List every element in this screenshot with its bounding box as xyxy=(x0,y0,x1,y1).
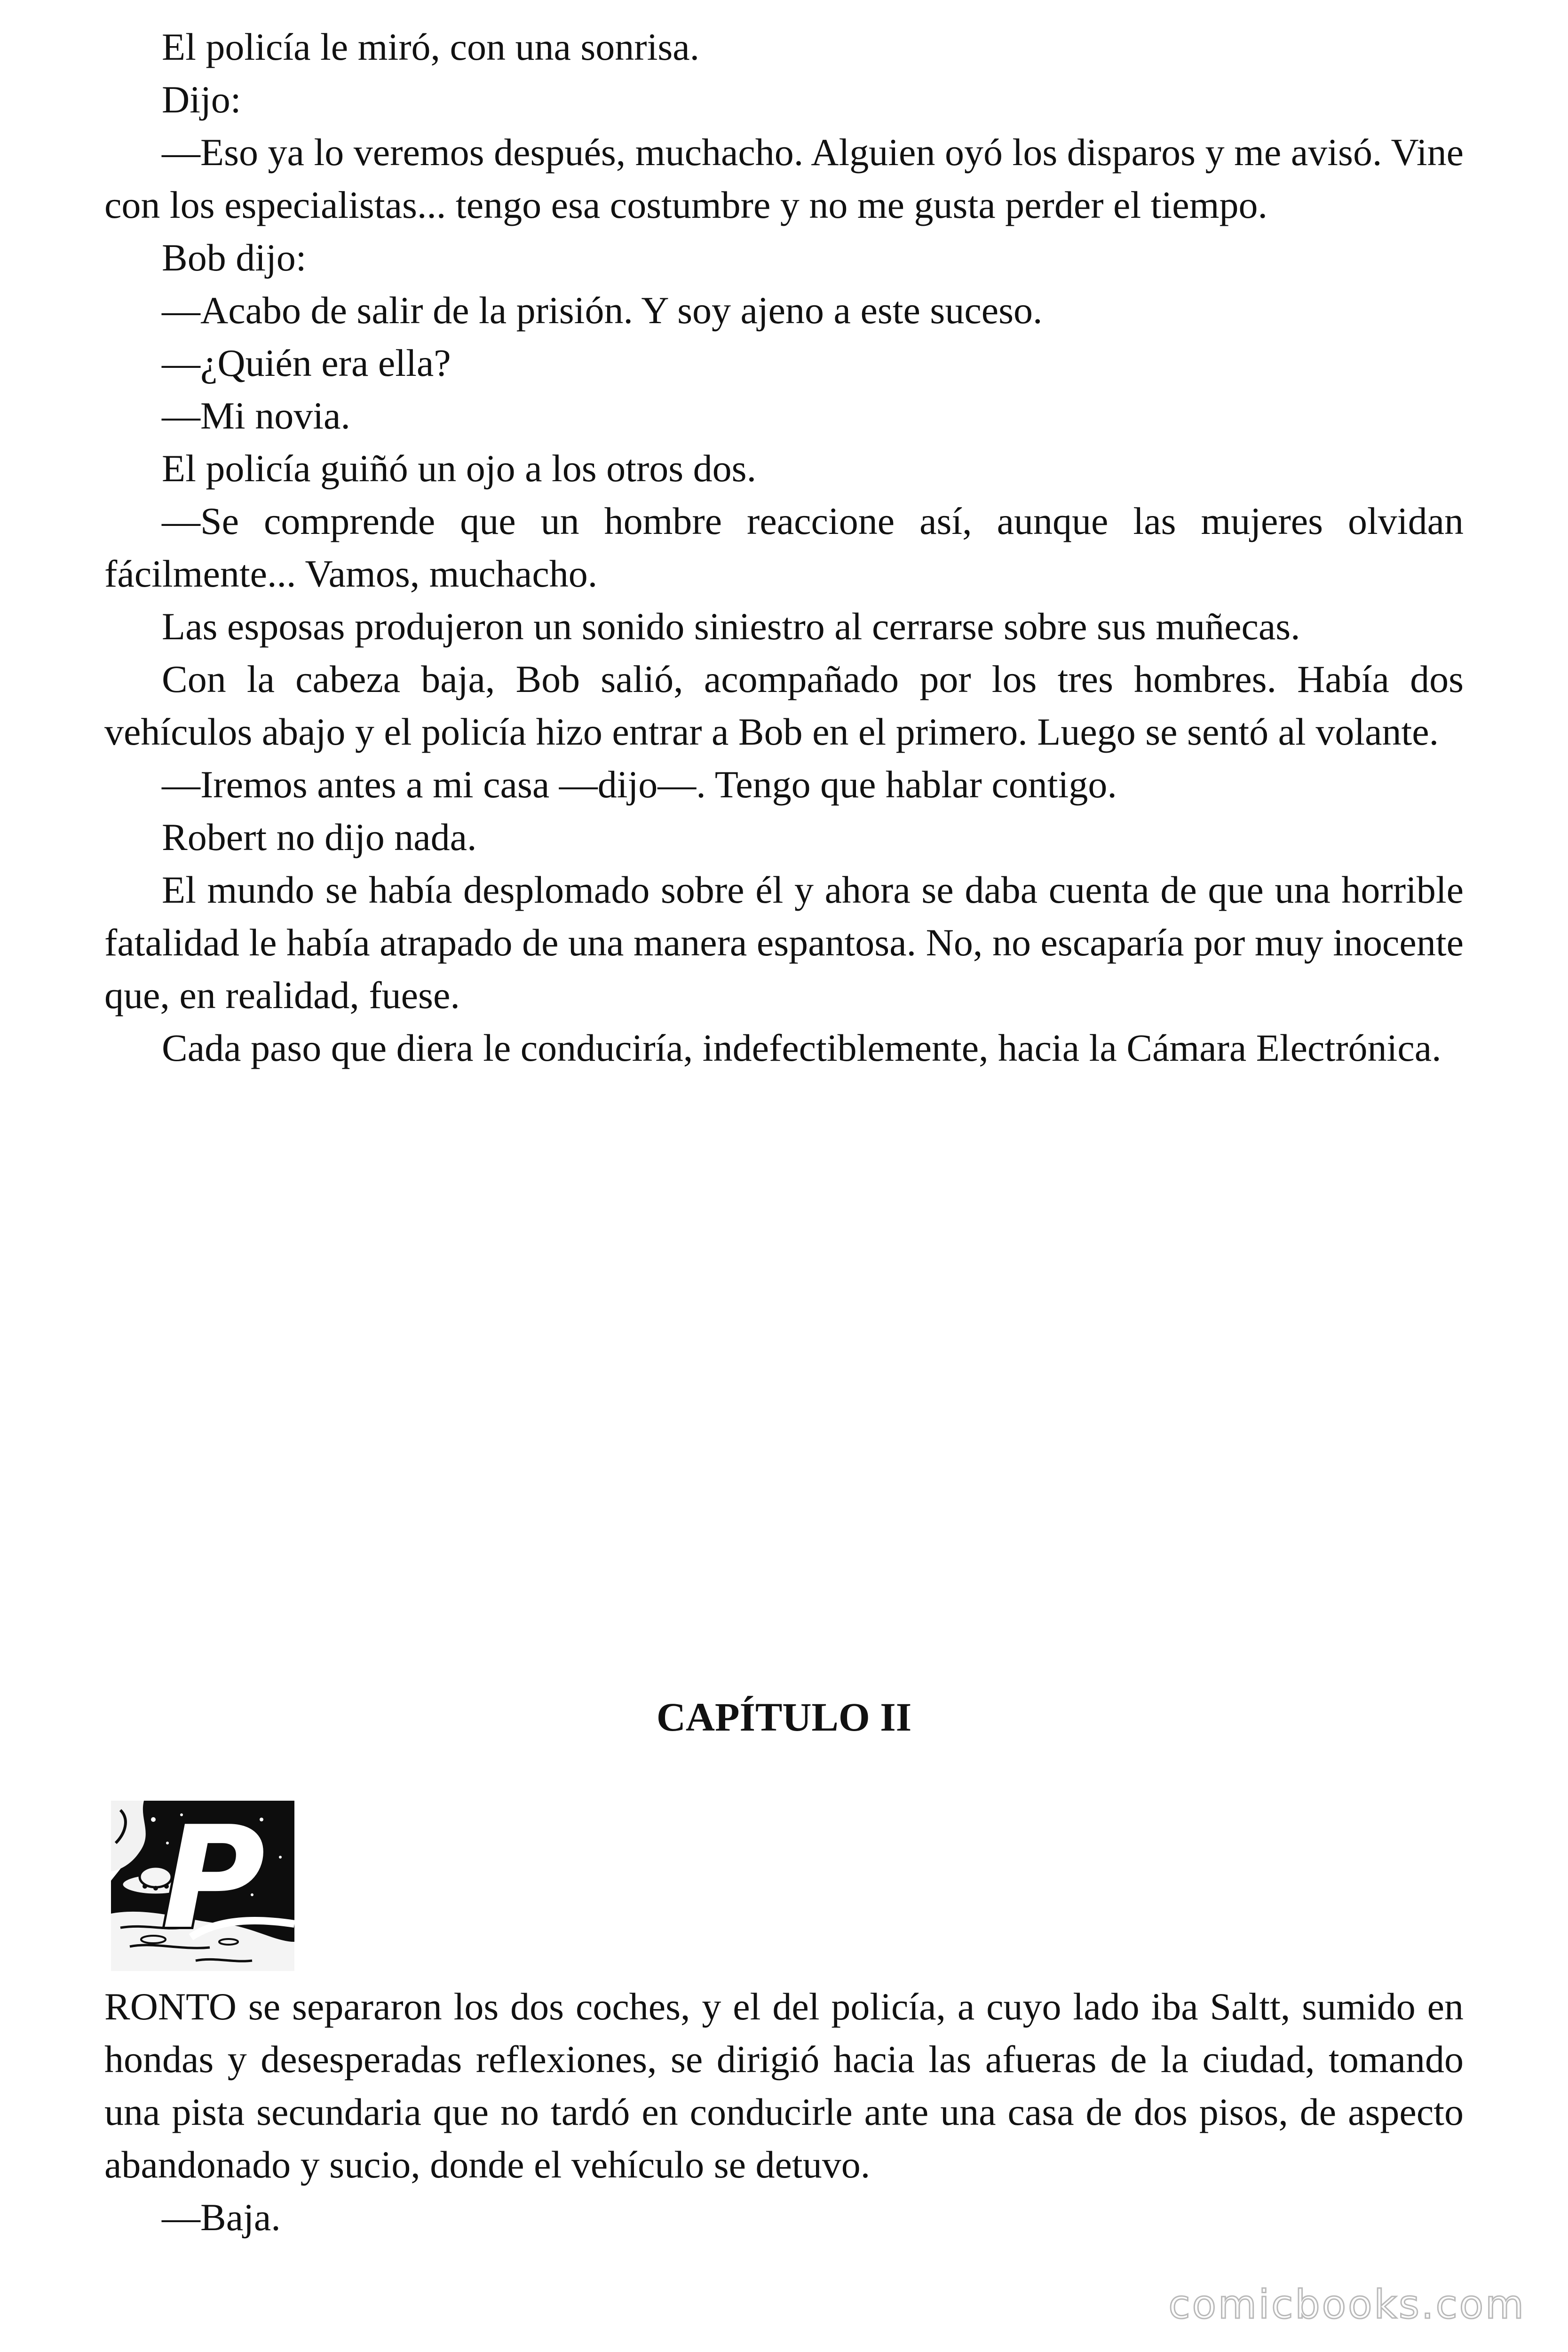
paragraph: —Iremos antes a mi casa —dijo—. Tengo que hablar contigo. xyxy=(162,763,1117,806)
paragraph: —Se comprende que un hombre reaccione así, aunque las mujeres olvidan fácilmente... Vamos, muchacho. xyxy=(104,500,1464,595)
paragraph: Robert no dijo nada. xyxy=(162,816,477,858)
body-text-top xyxy=(104,21,1464,1074)
body-text-bottom xyxy=(104,1980,1464,2244)
paragraph: RONTO se separaron los dos coches, y el del policía, a cuyo lado iba Saltt, sumido en hondas y desesperadas reflexiones, se dirigió hacia las afueras de la ciudad, tomando una pista secundaria que no tardó en conducirle ante una casa de dos pisos, de aspecto abandonado y sucio, donde el vehículo se detuvo. xyxy=(104,1985,1464,2186)
paragraph: El policía le miró, con una sonrisa. xyxy=(162,25,700,68)
paragraph: Con la cabeza baja, Bob salió, acompañado por los tres hombres. Había dos vehículos abajo y el policía hizo entrar a Bob en el primero. Luego se sentó al volante. xyxy=(104,658,1464,753)
paragraph: —¿Quién era ella? xyxy=(162,342,451,384)
paragraph: Dijo: xyxy=(162,78,241,121)
paragraph: Bob dijo: xyxy=(162,236,307,279)
watermark: comicbooks.com xyxy=(1168,2281,1526,2328)
dropcap-p-image xyxy=(111,1801,294,1971)
paragraph: Las esposas produjeron un sonido siniestro al cerrarse sobre sus muñecas. xyxy=(162,605,1300,648)
chapter-heading: CAPÍTULO II xyxy=(656,1694,912,1740)
paragraph: Cada paso que diera le conduciría, indefectiblemente, hacia la Cámara Electrónica. xyxy=(162,1026,1441,1069)
paragraph: El policía guiñó un ojo a los otros dos. xyxy=(162,447,757,490)
paragraph: El mundo se había desplomado sobre él y ahora se daba cuenta de que una horrible fatalidad le había atrapado de una manera espantosa. No, no escaparía por muy inocente que, en realidad, fuese. xyxy=(104,868,1464,1017)
dropcap-illustration xyxy=(111,1801,294,1971)
paragraph: —Baja. xyxy=(162,2196,281,2239)
paragraph: —Acabo de salir de la prisión. Y soy ajeno a este suceso. xyxy=(162,289,1043,332)
paragraph: —Mi novia. xyxy=(162,394,350,437)
paragraph: —Eso ya lo veremos después, muchacho. Alguien oyó los disparos y me avisó. Vine con los especialistas... tengo esa costumbre y no me gusta perder el tiempo. xyxy=(104,131,1464,226)
dropcap-letter: P xyxy=(162,1801,265,1960)
